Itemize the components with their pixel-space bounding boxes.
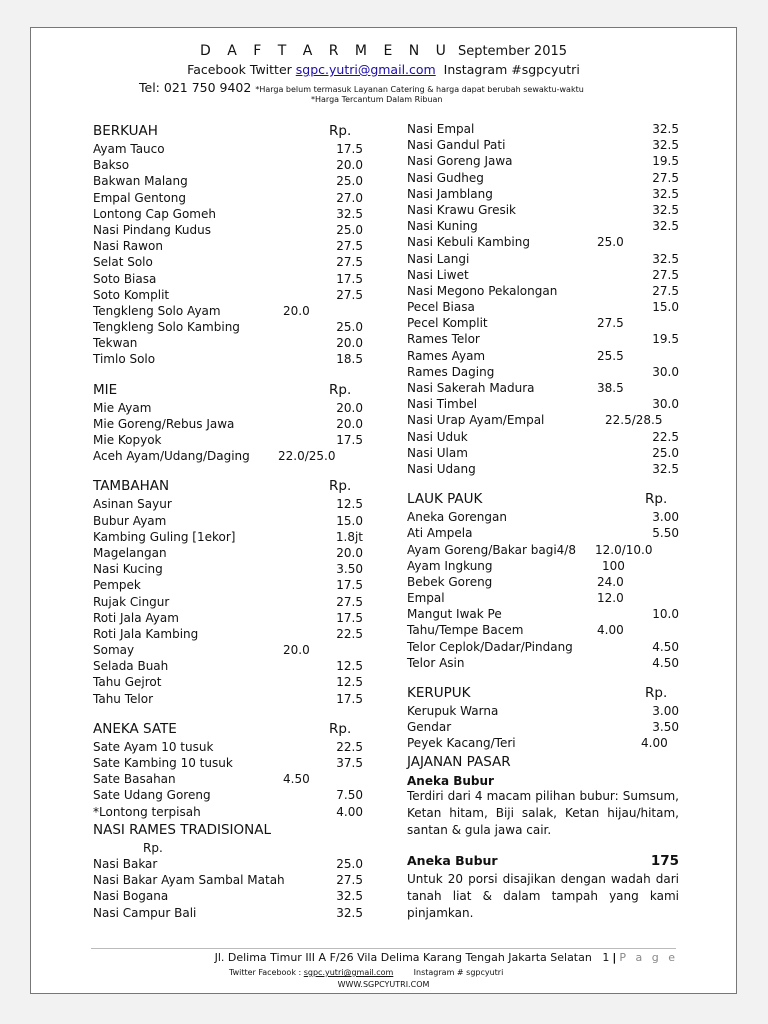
item-price: 4.50 [652,655,679,670]
instagram-text: Instagram #sgpcyutri [443,62,580,77]
item-price: 24.0 [597,574,624,589]
item-name: Timlo Solo [93,352,156,367]
item-price: 20.0 [336,336,363,351]
item-name: Mie Kopyok [93,433,162,447]
spacer [407,477,679,489]
item-name: Ayam Ingkung [407,558,493,573]
footer-twitter-label: Twitter Facebook : [229,968,302,977]
menu-item [93,206,363,222]
menu-title [31,43,736,59]
item-name: Bakwan Malang [93,174,188,189]
item-name: *Lontong terpisah [93,804,201,819]
price-note: *Harga belum termasuk Layanan Catering & harga dapat berubah sewaktu-waktu [255,85,584,94]
right-column [407,121,679,922]
menu-item [93,658,363,674]
section-header-sate [93,719,363,739]
menu-item [93,319,363,335]
item-price: 37.5 [336,756,363,770]
item-name: Nasi Bakar [93,856,158,871]
item-name: Nasi Kuning [407,219,478,234]
menu-item [93,254,363,270]
menu-item [93,513,363,529]
item-name: Mie Goreng/Rebus Jawa [93,416,235,431]
section-rp: Rp. [645,685,668,701]
item-price: 17.5 [336,691,363,706]
item-name: Nasi Gudheg [407,170,484,185]
date-text: September 2015 [457,44,568,59]
menu-item [93,141,363,157]
section-title: LAUK PAUK [407,491,483,508]
item-price: 17.5 [336,433,363,447]
jajanan-description: Terdiri dari 4 macam pilihan bubur: Sumsum, Ketan hitam, Biji salak, Ketan hijau/hitam, santan & gula jawa cair. [407,788,679,837]
menu-item [93,905,363,921]
menu-item [93,856,363,872]
item-name: Nasi Liwet [407,267,469,282]
menu-item [407,396,679,412]
section-rp: Rp. [329,123,352,139]
item-price: 17.5 [336,610,363,625]
item-name: Nasi Timbel [407,397,478,412]
item-name: Aneka Gorengan [407,510,507,525]
menu-item [93,787,363,803]
section-title: NASI RAMES TRADISIONAL [93,821,272,838]
item-price: 32.5 [652,138,679,153]
item-price: 27.5 [336,255,363,270]
menu-item [407,735,679,751]
item-name: Kerupuk Warna [407,704,499,718]
email-link[interactable]: sgpc.yutri@gmail.com [295,62,436,77]
item-name: Sate Ayam 10 tusuk [93,739,214,754]
item-price: 27.5 [652,267,679,282]
item-price: 32.5 [336,905,363,920]
item-price: 38.5 [597,381,624,395]
item-name: Kambing Guling [1ekor] [93,529,236,544]
item-name: Nasi Urap Ayam/Empal [407,413,545,428]
menu-item [93,755,363,771]
item-price: 4.00 [641,736,668,751]
item-price: 27.5 [336,594,363,609]
menu-item [93,351,363,367]
item-price: 32.5 [652,186,679,201]
item-price: 20.0 [283,303,310,318]
item-name: Sate Basahan [93,772,176,787]
item-name: Nasi Goreng Jawa [407,154,513,169]
section-rp: Rp. [329,381,352,398]
item-price: 30.0 [652,397,679,412]
menu-item [407,170,679,186]
menu-item [407,267,679,283]
item-price: 12.0/10.0 [595,542,653,557]
item-name: Roti Jala Ayam [93,610,179,625]
item-price: 20.0 [336,158,363,173]
item-price: 17.5 [336,142,363,156]
item-price: 25.0 [336,222,363,237]
menu-item [93,400,363,416]
menu-item [93,545,363,561]
item-price: 32.5 [336,889,363,904]
item-price: 22.0/25.0 [278,449,336,464]
item-name: Empal Gentong [93,190,186,205]
item-name: Selat Solo [93,255,153,270]
item-price: 7.50 [336,788,363,803]
item-name: Nasi Bogana [93,889,169,904]
item-name: Ati Ampela [407,526,473,541]
item-name: Tengkleng Solo Ayam [93,303,221,318]
item-name: Empal [407,591,445,606]
spacer [93,707,363,719]
item-price: 22.5 [336,626,363,641]
menu-item [93,626,363,642]
item-price: 27.5 [336,239,363,254]
item-price: 12.5 [336,497,363,512]
item-name: Bubur Ayam [93,513,167,528]
item-price: 25.5 [597,348,624,363]
price-unit-note: *Harga Tercantum Dalam Ribuan [311,95,443,104]
menu-item [93,561,363,577]
item-price: 22.5 [652,429,679,444]
item-price: 25.0 [652,445,679,460]
item-price: 12.5 [336,659,363,674]
menu-item [93,496,363,512]
item-name: Nasi Kucing [93,562,163,577]
menu-item [407,509,679,525]
item-price: 22.5 [336,739,363,754]
menu-item [407,525,679,541]
item-price: 25.0 [336,174,363,189]
item-name: Nasi Empal [407,122,475,136]
section-rp: Rp. [329,478,352,495]
menu-item [407,364,679,380]
title-text: D A F T A R M E N U [199,43,452,59]
spacer [407,671,679,683]
item-price: 18.5 [336,352,363,367]
item-name: Nasi Rawon [93,239,163,254]
menu-item [93,416,363,432]
footer-website: WWW.SGPCYUTRI.COM [337,980,430,989]
item-name: Sate Udang Goreng [93,788,211,803]
item-name: Bebek Goreng [407,574,493,589]
page-separator: | [612,951,617,964]
menu-item [407,315,679,331]
menu-item [407,558,679,574]
section-rp: Rp. [645,491,668,508]
menu-item [407,574,679,590]
menu-item [93,872,363,888]
section-title: BERKUAH [93,123,158,139]
featured-name: Aneka Bubur [407,852,498,868]
menu-item [407,655,679,671]
item-price: 32.5 [652,219,679,234]
section-header-mie [93,380,363,400]
tel-line [139,80,584,95]
menu-item [93,577,363,593]
item-name: Magelangan [93,545,167,560]
item-price: 1.8jt [335,529,363,544]
footer-instagram: Instagram # sgpcyutri [413,968,504,977]
featured-description: Untuk 20 porsi disajikan dengan wadah dari tanah liat & dalam tampah yang kami pinjamkan. [407,871,679,920]
item-name: Nasi Kebuli Kambing [407,235,530,250]
menu-item [93,888,363,904]
item-name: Lontong Cap Gomeh [93,206,216,221]
left-column [93,121,363,921]
menu-item [93,157,363,173]
item-price: 32.5 [652,122,679,136]
item-name: Mangut Iwak Pe [407,607,502,622]
featured-item [407,853,679,871]
item-name: Telor Ceplok/Dadar/Pindang [407,639,573,654]
section-header-berkuah [93,121,363,141]
menu-item [407,331,679,347]
item-name: Roti Jala Kambing [93,626,199,641]
item-price: 17.5 [336,271,363,286]
item-price: 5.50 [652,526,679,541]
section-header-lauk [407,489,679,509]
menu-item [93,674,363,690]
menu-item [407,380,679,396]
menu-item [407,719,679,735]
social-prefix: Facebook Twitter [187,62,292,77]
item-name: Tahu/Tempe Bacem [407,623,524,638]
item-price: 30.0 [652,364,679,379]
item-name: Tengkleng Solo Kambing [93,320,240,335]
featured-price: 175 [650,852,679,869]
menu-item [93,594,363,610]
item-price: 25.0 [336,320,363,335]
menu-item [93,804,363,820]
item-price: 3.00 [652,704,679,718]
menu-item [407,218,679,234]
menu-item [93,287,363,303]
menu-item [407,639,679,655]
item-name: Nasi Sakerah Madura [407,381,535,395]
menu-item [93,432,363,448]
menu-item [407,606,679,622]
item-price: 32.5 [652,202,679,217]
item-name: Pecel Biasa [407,300,475,315]
item-name: Pempek [93,578,141,593]
item-price: 27.5 [336,287,363,302]
item-price: 19.5 [652,332,679,347]
item-name: Selada Buah [93,659,169,674]
section-title: KERUPUK [407,685,471,701]
menu-item [93,739,363,755]
item-price: 4.00 [597,623,624,638]
menu-item [407,348,679,364]
item-name: Nasi Krawu Gresik [407,202,517,217]
item-price: 27.5 [597,316,624,331]
item-name: Telor Asin [407,655,465,670]
item-name: Gendar [407,720,452,735]
item-name: Nasi Megono Pekalongan [407,283,558,298]
footer-address-line [215,951,678,964]
item-name: Nasi Bakar Ayam Sambal Matah [93,873,285,888]
menu-item [93,190,363,206]
menu-item [93,335,363,351]
item-name: Nasi Campur Bali [93,905,197,920]
menu-item [93,642,363,658]
menu-item [407,234,679,250]
menu-item [407,590,679,606]
menu-item [407,412,679,428]
section-title: MIE [93,381,118,398]
menu-item [407,622,679,638]
item-price: 15.0 [652,300,679,315]
item-price: 15.0 [336,513,363,528]
item-name: Nasi Udang [407,461,476,476]
page-word: P a g e [619,951,678,964]
menu-item [93,222,363,238]
item-name: Nasi Ulam [407,445,468,460]
item-name: Soto Biasa [93,271,157,286]
item-name: Sate Kambing 10 tusuk [93,756,233,770]
menu-item [93,448,363,464]
item-price: 27.0 [336,190,363,205]
tel-text: Tel: 021 750 9402 [139,80,252,95]
footer-contact-line [229,968,503,977]
item-name: Rames Daging [407,364,495,379]
item-price: 12.5 [336,675,363,690]
menu-item [93,529,363,545]
menu-item [93,610,363,626]
menu-item [407,542,679,558]
menu-item [93,771,363,787]
item-name: Tahu Telor [93,691,154,706]
menu-item [407,137,679,153]
item-name: Tahu Gejrot [93,675,162,690]
menu-item [407,121,679,137]
item-price: 3.50 [652,720,679,735]
section-header-rames [93,820,363,840]
item-price: 4.50 [652,639,679,654]
item-name: Asinan Sayur [93,497,172,512]
spacer [93,368,363,380]
item-name: Somay [93,643,135,658]
item-name: Nasi Uduk [407,429,468,444]
footer-address: Jl. Delima Timur III A F/26 Vila Delima Karang Tengah Jakarta Selatan [214,951,592,964]
menu-item [407,703,679,719]
item-price: 20.0 [283,643,310,658]
item-name: Peyek Kacang/Teri [407,736,516,751]
item-name: Bakso [93,158,130,173]
menu-item [93,271,363,287]
item-price: 20.0 [336,400,363,415]
item-price: 32.5 [652,461,679,476]
menu-item [93,303,363,319]
item-name: Rames Telor [407,332,480,347]
item-price: 25.0 [597,235,624,250]
section-rp: Rp. [329,720,352,737]
section-title: JAJANAN PASAR [407,753,511,770]
item-name: Aceh Ayam/Udang/Daging [93,449,250,464]
section-rp-row [93,840,363,856]
item-name: Pecel Komplit [407,316,488,331]
item-price: 4.00 [336,804,363,819]
item-price: 32.5 [336,206,363,221]
item-price: 32.5 [652,251,679,266]
footer-email-link[interactable]: sgpc.yutri@gmail.com [303,968,394,977]
item-price: 25.0 [336,856,363,871]
item-name: Rames Ayam [407,348,486,363]
item-price: 19.5 [652,154,679,169]
item-price: 10.0 [652,607,679,622]
menu-item [407,299,679,315]
menu-page [30,27,737,994]
item-price: 3.50 [336,562,363,577]
item-name: Soto Komplit [93,287,170,302]
footer-divider [91,948,676,949]
section-rp: Rp. [143,840,163,855]
item-price: 3.00 [652,510,679,525]
menu-item [407,186,679,202]
item-name: Nasi Pindang Kudus [93,222,212,237]
item-price: 4.50 [283,772,310,787]
item-price: 20.0 [336,545,363,560]
item-price: 20.0 [336,416,363,431]
menu-item [93,238,363,254]
item-price: 27.5 [652,170,679,185]
item-name: Ayam Tauco [93,142,165,156]
section-title: TAMBAHAN [93,478,170,495]
section-title: ANEKA SATE [93,720,177,737]
menu-item [407,251,679,267]
page-number: 1 [602,951,610,964]
menu-item [93,173,363,189]
item-name: Nasi Gandul Pati [407,138,506,153]
menu-item [407,202,679,218]
item-price: 22.5/28.5 [605,413,663,428]
contact-line [31,62,736,77]
section-header-kerupuk [407,683,679,703]
item-name: Rujak Cingur [93,594,170,609]
menu-item [407,153,679,169]
menu-item [407,461,679,477]
menu-item [407,429,679,445]
item-price: 12.0 [597,591,624,606]
item-name: Nasi Jamblang [407,186,493,201]
item-name: Mie Ayam [93,400,152,415]
item-price: 100 [602,558,625,573]
section-header-tambahan [93,476,363,496]
menu-item [93,691,363,707]
item-name: Tekwan [93,336,138,351]
spacer [93,464,363,476]
item-name: Ayam Goreng/Bakar bagi4/8 [407,542,576,557]
item-price: 27.5 [652,283,679,298]
item-name: Nasi Langi [407,251,470,266]
jajanan-subtitle: Aneka Bubur [407,773,494,788]
menu-item [407,283,679,299]
section-header-jajanan [407,752,679,772]
item-price: 17.5 [336,578,363,593]
item-price: 27.5 [336,873,363,888]
menu-item [407,445,679,461]
